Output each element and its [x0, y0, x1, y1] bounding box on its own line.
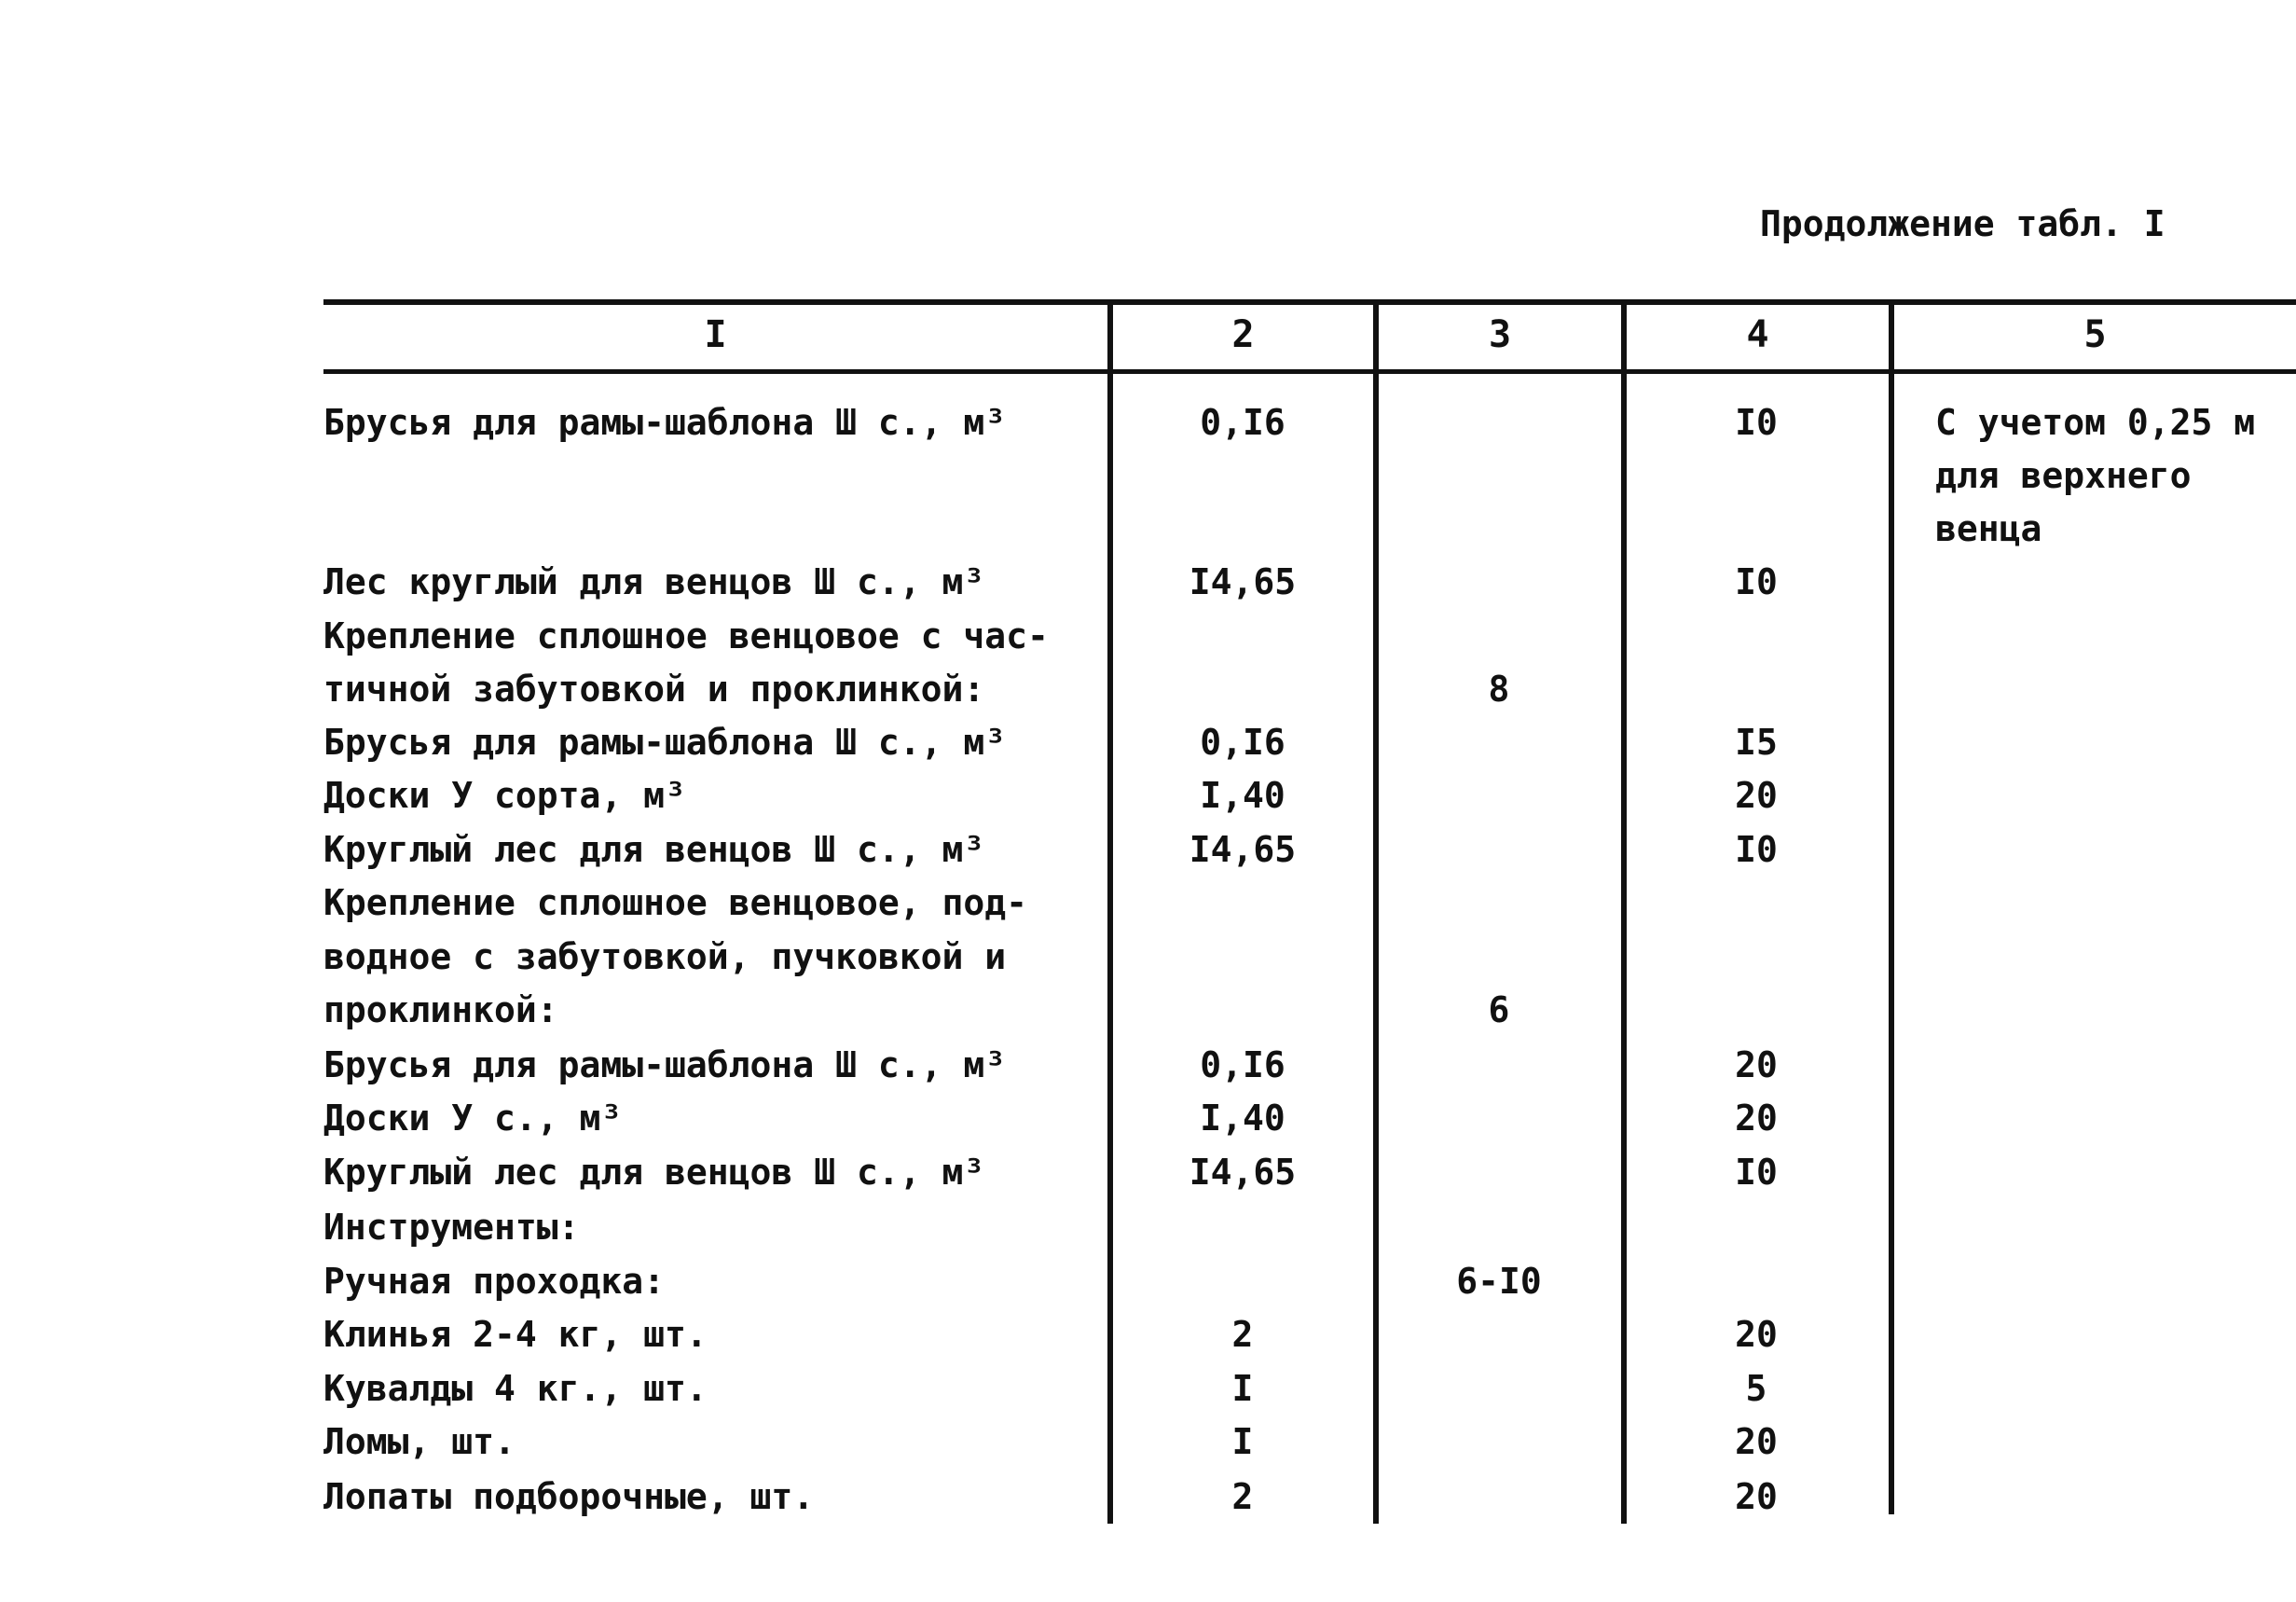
table-cell-col1-row-16: Клинья 2-4 кг, шт.: [323, 1314, 708, 1355]
table-cell-col2-row-16: 2: [1231, 1314, 1254, 1355]
table-cell-col4-row-2: I0: [1735, 561, 1778, 602]
header-col-2: 2: [1231, 313, 1255, 356]
table-cell-col2-row-1: 0,I6: [1200, 402, 1285, 443]
table-cell-col4-row-16: 20: [1735, 1314, 1778, 1355]
table-cell-col1-row-6: Доски У сорта, м³: [323, 775, 686, 816]
table-cell-col1-row-9: водное с забутовкой, пучковкой и: [323, 936, 1007, 977]
table-cell-col2-row-7: I4,65: [1189, 829, 1297, 870]
table-cell-col4-row-13: I0: [1735, 1152, 1778, 1193]
table-cell-col1-row-15: Ручная проходка:: [323, 1261, 666, 1302]
table-cell-col1-row-14: Инструменты:: [323, 1207, 580, 1248]
table-cell-col4-row-5: I5: [1735, 722, 1778, 763]
table-top-rule: [323, 299, 2296, 305]
table-cell-col1-row-11: Брусья для рамы-шаблона Ш с., м³: [323, 1044, 1007, 1085]
table-cell-col3-row-10: 6: [1488, 989, 1510, 1030]
table-cell-col4-row-6: 20: [1735, 775, 1778, 816]
table-cell-col2-row-18: I: [1231, 1421, 1254, 1462]
table-cell-col4-row-12: 20: [1735, 1098, 1778, 1139]
table-cell-col2-row-2: I4,65: [1189, 561, 1297, 602]
table-cell-col4-row-18: 20: [1735, 1421, 1778, 1462]
table-cell-col4-row-19: 20: [1735, 1476, 1778, 1517]
table-cell-col2-row-5: 0,I6: [1200, 722, 1285, 763]
table-cell-col4-row-1: I0: [1735, 402, 1778, 443]
table-cell-col1-row-3: Крепление сплошное венцовое с час-: [323, 615, 1049, 656]
table-cell-col1-row-4: тичной забутовкой и проклинкой:: [323, 669, 985, 710]
table-cell-col1-row-7: Круглый лес для венцов Ш с., м³: [323, 829, 985, 870]
table-continuation-caption: Продолжение табл. I: [1760, 203, 2165, 244]
table-cell-col5-row-1: С учетом 0,25 м для верхнего венца: [1935, 402, 2256, 549]
table-cell-col1-row-13: Круглый лес для венцов Ш с., м³: [323, 1152, 985, 1193]
table-cell-col1-row-5: Брусья для рамы-шаблона Ш с., м³: [323, 722, 1007, 763]
table-cell-col2-row-19: 2: [1231, 1476, 1254, 1517]
header-col-5: 5: [2083, 313, 2107, 356]
table-cell-col1-row-8: Крепление сплошное венцовое, под-: [323, 882, 1027, 923]
table-cell-col1-row-12: Доски У с., м³: [323, 1098, 623, 1139]
table-cell-col1-row-19: Лопаты подборочные, шт.: [323, 1476, 815, 1517]
header-col-1: I: [704, 313, 727, 356]
table-cell-col2-row-11: 0,I6: [1200, 1044, 1285, 1085]
header-col-3: 3: [1488, 313, 1512, 356]
table-cell-col2-row-6: I,40: [1200, 775, 1285, 816]
table-cell-col1-row-18: Ломы, шт.: [323, 1421, 516, 1462]
table-cell-col1-row-1: Брусья для рамы-шаблона Ш с., м³: [323, 402, 1007, 443]
table-cell-col1-row-17: Кувалды 4 кг., шт.: [323, 1368, 708, 1409]
table-cell-col2-row-13: I4,65: [1189, 1152, 1297, 1193]
table-cell-col1-row-2: Лес круглый для венцов Ш с., м³: [323, 561, 985, 602]
table-cell-col3-row-4: 8: [1488, 669, 1510, 710]
table-cell-col4-row-11: 20: [1735, 1044, 1778, 1085]
table-cell-col4-row-7: I0: [1735, 829, 1778, 870]
table-cell-col1-row-10: проклинкой:: [323, 989, 558, 1030]
table-cell-col4-row-17: 5: [1745, 1368, 1767, 1409]
table-header-rule: [323, 369, 2296, 374]
table-cell-col2-row-17: I: [1231, 1368, 1254, 1409]
table-cell-col3-row-15: 6-I0: [1456, 1261, 1542, 1302]
header-col-4: 4: [1746, 313, 1769, 356]
table-cell-col2-row-12: I,40: [1200, 1098, 1285, 1139]
